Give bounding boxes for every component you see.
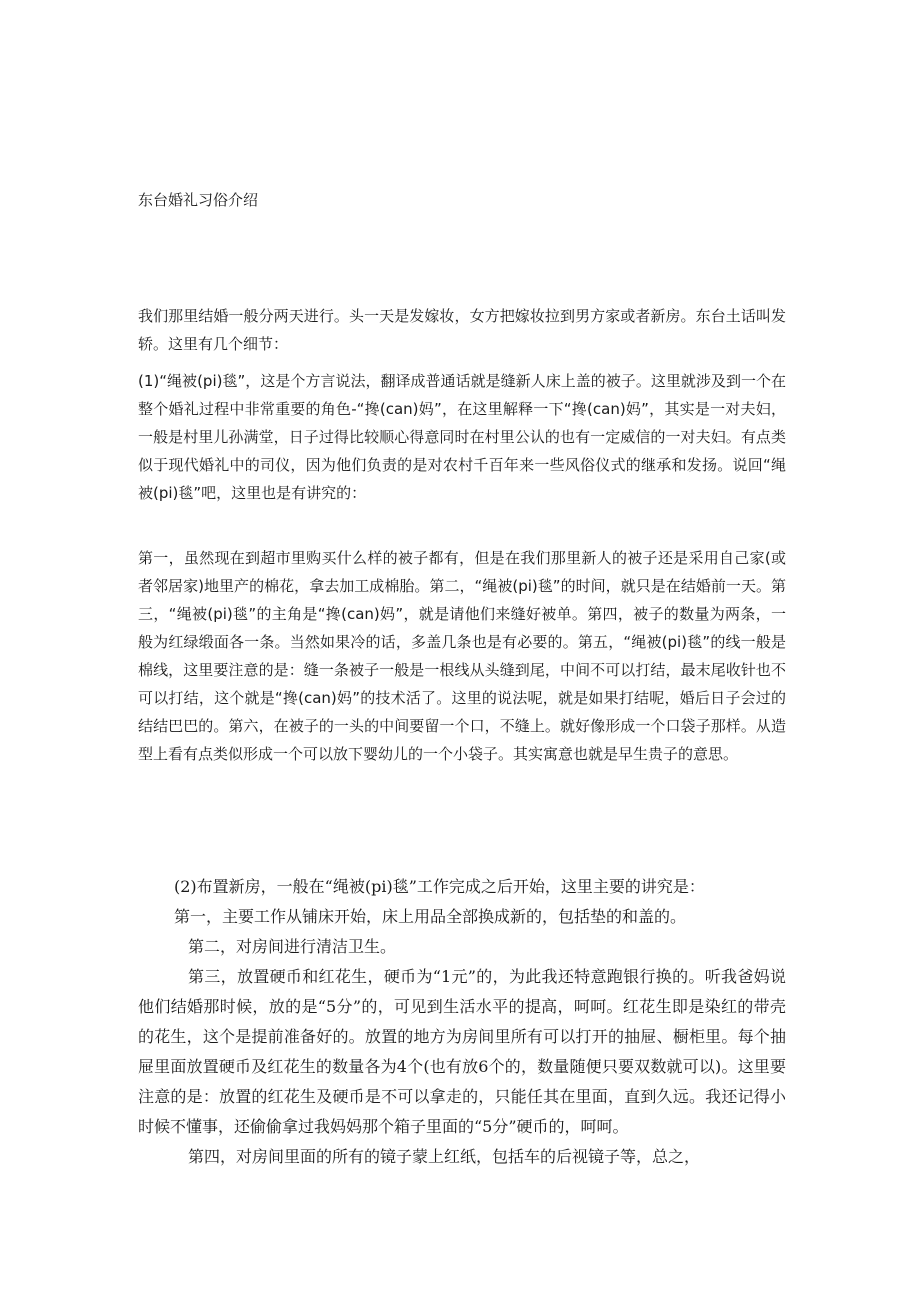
section-2-block (138, 872, 786, 1172)
document-title: 东台婚礼习俗介绍 (138, 191, 259, 209)
section-2-item-3: 第三，放置硬币和红花生，硬币为“1元”的，为此我还特意跑银行换的。听我爸妈说他们结婚那时候，放的是“5分”的，可见到生活水平的提高，呵呵。红花生即是染红的带壳的花生，这个是提前准备好的。放置的地方为房间里所有可以打开的抽屉、橱柜里。每个抽屉里面放置硬币及红花生的数量各为4个(也有放6个的，数量随便只要双数就可以)。这里要注意的是：放置的红花生及硬币是不可以拿走的，只能任其在里面，直到久远。我还记得小时候不懂事，还偷偷拿过我妈妈那个箱子里面的“5分”硬币的，呵呵。 (138, 967, 786, 1136)
section-2-item-2: 第二，对房间进行清洁卫生。 (188, 937, 397, 956)
section-2-heading: (2)布置新房，一般在“绳被(pi)毯”工作完成之后开始，这里主要的讲究是： (174, 877, 705, 896)
section-2-item-1: 第一，主要工作从铺床开始，床上用品全部换成新的，包括垫的和盖的。 (174, 907, 687, 926)
section-2-item-4: 第四，对房间里面的所有的镜子蒙上红纸，包括车的后视镜子等，总之， (188, 1147, 701, 1166)
section-1-paragraph: (1)“绳被(pi)毯”，这是个方言说法，翻译成普通话就是缝新人床上盖的被子。这里就涉及到一个在整个婚礼过程中非常重要的角色-“搀(can)妈”，在这里解释一下“搀(can)妈”，其实是一对夫妇，一般是村里儿孙满堂，日子过得比较顺心得意同时在村里公认的也有一定威信的一对夫妇。有点类似于现代婚礼中的司仪，因为他们负责的是对农村千百年来一些风俗仪式的继承和发扬。说回“绳被(pi)毯”吧，这里也是有讲究的： (138, 372, 786, 502)
section-1-details-paragraph: 第一，虽然现在到超市里购买什么样的被子都有，但是在我们那里新人的被子还是采用自己家(或者邻居家)地里产的棉花，拿去加工成棉胎。第二，“绳被(pi)毯”的时间，就只是在结婚前一天。第三，“绳被(pi)毯”的主角是“搀(can)妈”，就是请他们来缝好被单。第四，被子的数量为两条，一般为红绿缎面各一条。当然如果冷的话，多盖几条也是有必要的。第五，“绳被(pi)毯”的线一般是棉线，这里要注意的是：缝一条被子一般是一根线从头缝到尾，中间不可以打结，最末尾收针也不可以打结，这个就是“搀(can)妈”的技术活了。这里的说法呢，就是如果打结呢，婚后日子会过的结结巴巴的。第六，在被子的一头的中间要留一个口，不缝上。就好像形成一个口袋子那样。从造型上看有点类似形成一个可以放下婴幼儿的一个小袋子。其实寓意也就是早生贵子的意思。 (138, 549, 786, 763)
intro-paragraph: 我们那里结婚一般分两天进行。头一天是发嫁妆，女方把嫁妆拉到男方家或者新房。东台土话叫发轿。这里有几个细节： (138, 307, 786, 353)
